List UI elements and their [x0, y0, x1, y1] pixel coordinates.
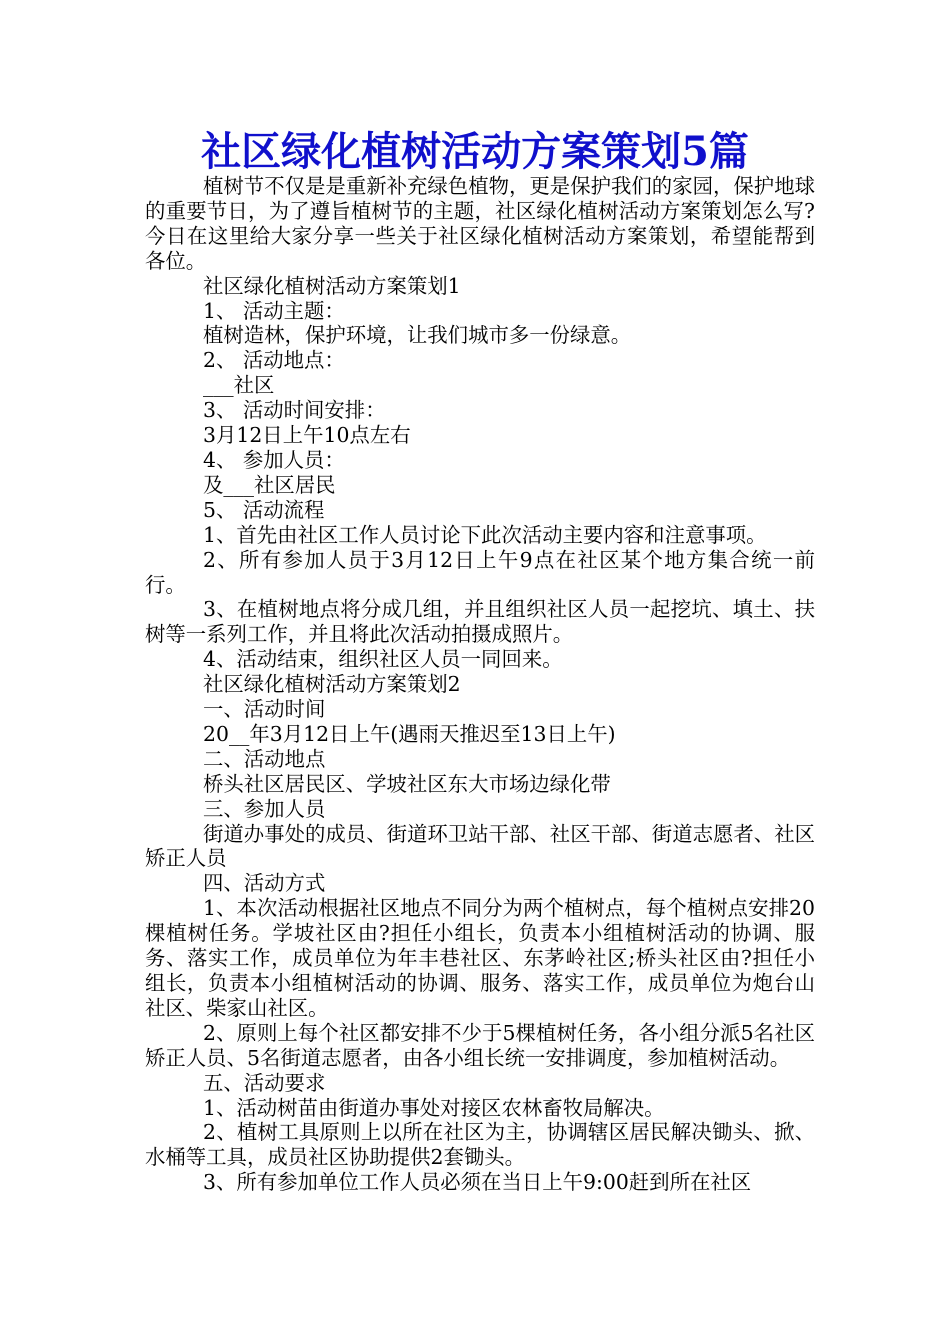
paragraph: 及___社区居民	[203, 472, 336, 497]
paragraph: 3月12日上午10点左右	[203, 423, 411, 448]
paragraph: 1、本次活动根据社区地点不同分为两个植树点，每个植树点安排20棵植树任务。学坡社区由?担任小组长，负责本小组植树活动的协调、服务、落实工作，成员单位为年丰巷社区、东茅岭社区;桥头社区由?担任小组长，负责本小组植树活动的协调、服务、落实工作，成员单位为炮台山社区、柴家山社区。	[145, 896, 815, 1020]
paragraph: 5、 活动流程	[203, 497, 325, 522]
paragraph: 1、首先由社区工作人员讨论下此次活动主要内容和注意事项。	[203, 522, 767, 547]
paragraph: 2、植树工具原则上以所在社区为主，协调辖区居民解决锄头、掀、水桶等工具，成员社区协助提供2套锄头。	[145, 1120, 815, 1170]
paragraph: 社区绿化植树活动方案策划1	[203, 273, 461, 298]
paragraph: 三、参加人员	[203, 796, 326, 821]
paragraph: 20__年3月12日上午(遇雨天推迟至13日上午)	[203, 721, 616, 746]
document-title: 社区绿化植树活动方案策划5篇	[201, 128, 749, 175]
paragraph: 五、活动要求	[203, 1070, 326, 1095]
paragraph: 2、所有参加人员于3月12日上午9点在社区某个地方集合统一前行。	[145, 547, 815, 597]
paragraph: 2、原则上每个社区都安排不少于5棵植树任务，各小组分派5名社区矫正人员、5名街道志愿者，由各小组长统一安排调度，参加植树活动。	[145, 1020, 815, 1070]
paragraph: ___社区	[203, 373, 275, 398]
paragraph: 街道办事处的成员、街道环卫站干部、社区干部、街道志愿者、社区矫正人员	[145, 821, 815, 871]
paragraph: 植树造林，保护环境，让我们城市多一份绿意。	[203, 323, 632, 348]
paragraph: 四、活动方式	[203, 871, 326, 896]
paragraph: 桥头社区居民区、学坡社区东大市场边绿化带	[203, 771, 611, 796]
paragraph: 植树节不仅是是重新补充绿色植物，更是保护我们的家园，保护地球的重要节日，为了遵旨植树节的主题，社区绿化植树活动方案策划怎么写?今日在这里给大家分享一些关于社区绿化植树活动方案策划，希望能帮到各位。	[145, 174, 815, 273]
document-body	[145, 174, 815, 1195]
paragraph: 1、 活动主题：	[203, 298, 345, 323]
paragraph: 一、活动时间	[203, 697, 326, 722]
paragraph: 1、活动树苗由街道办事处对接区农林畜牧局解决。	[203, 1095, 665, 1120]
paragraph: 二、活动地点	[203, 746, 326, 771]
paragraph: 4、活动结束，组织社区人员一同回来。	[203, 647, 563, 672]
paragraph: 社区绿化植树活动方案策划2	[203, 672, 461, 697]
paragraph: 2、 活动地点：	[203, 348, 345, 373]
paragraph: 3、在植树地点将分成几组，并且组织社区人员一起挖坑、填土、扶树等一系列工作，并且将此次活动拍摄成照片。	[145, 597, 815, 647]
paragraph: 4、 参加人员：	[203, 447, 345, 472]
paragraph: 3、 活动时间安排：	[203, 398, 386, 423]
paragraph: 3、所有参加单位工作人员必须在当日上午9:00赶到所在社区	[203, 1170, 752, 1195]
